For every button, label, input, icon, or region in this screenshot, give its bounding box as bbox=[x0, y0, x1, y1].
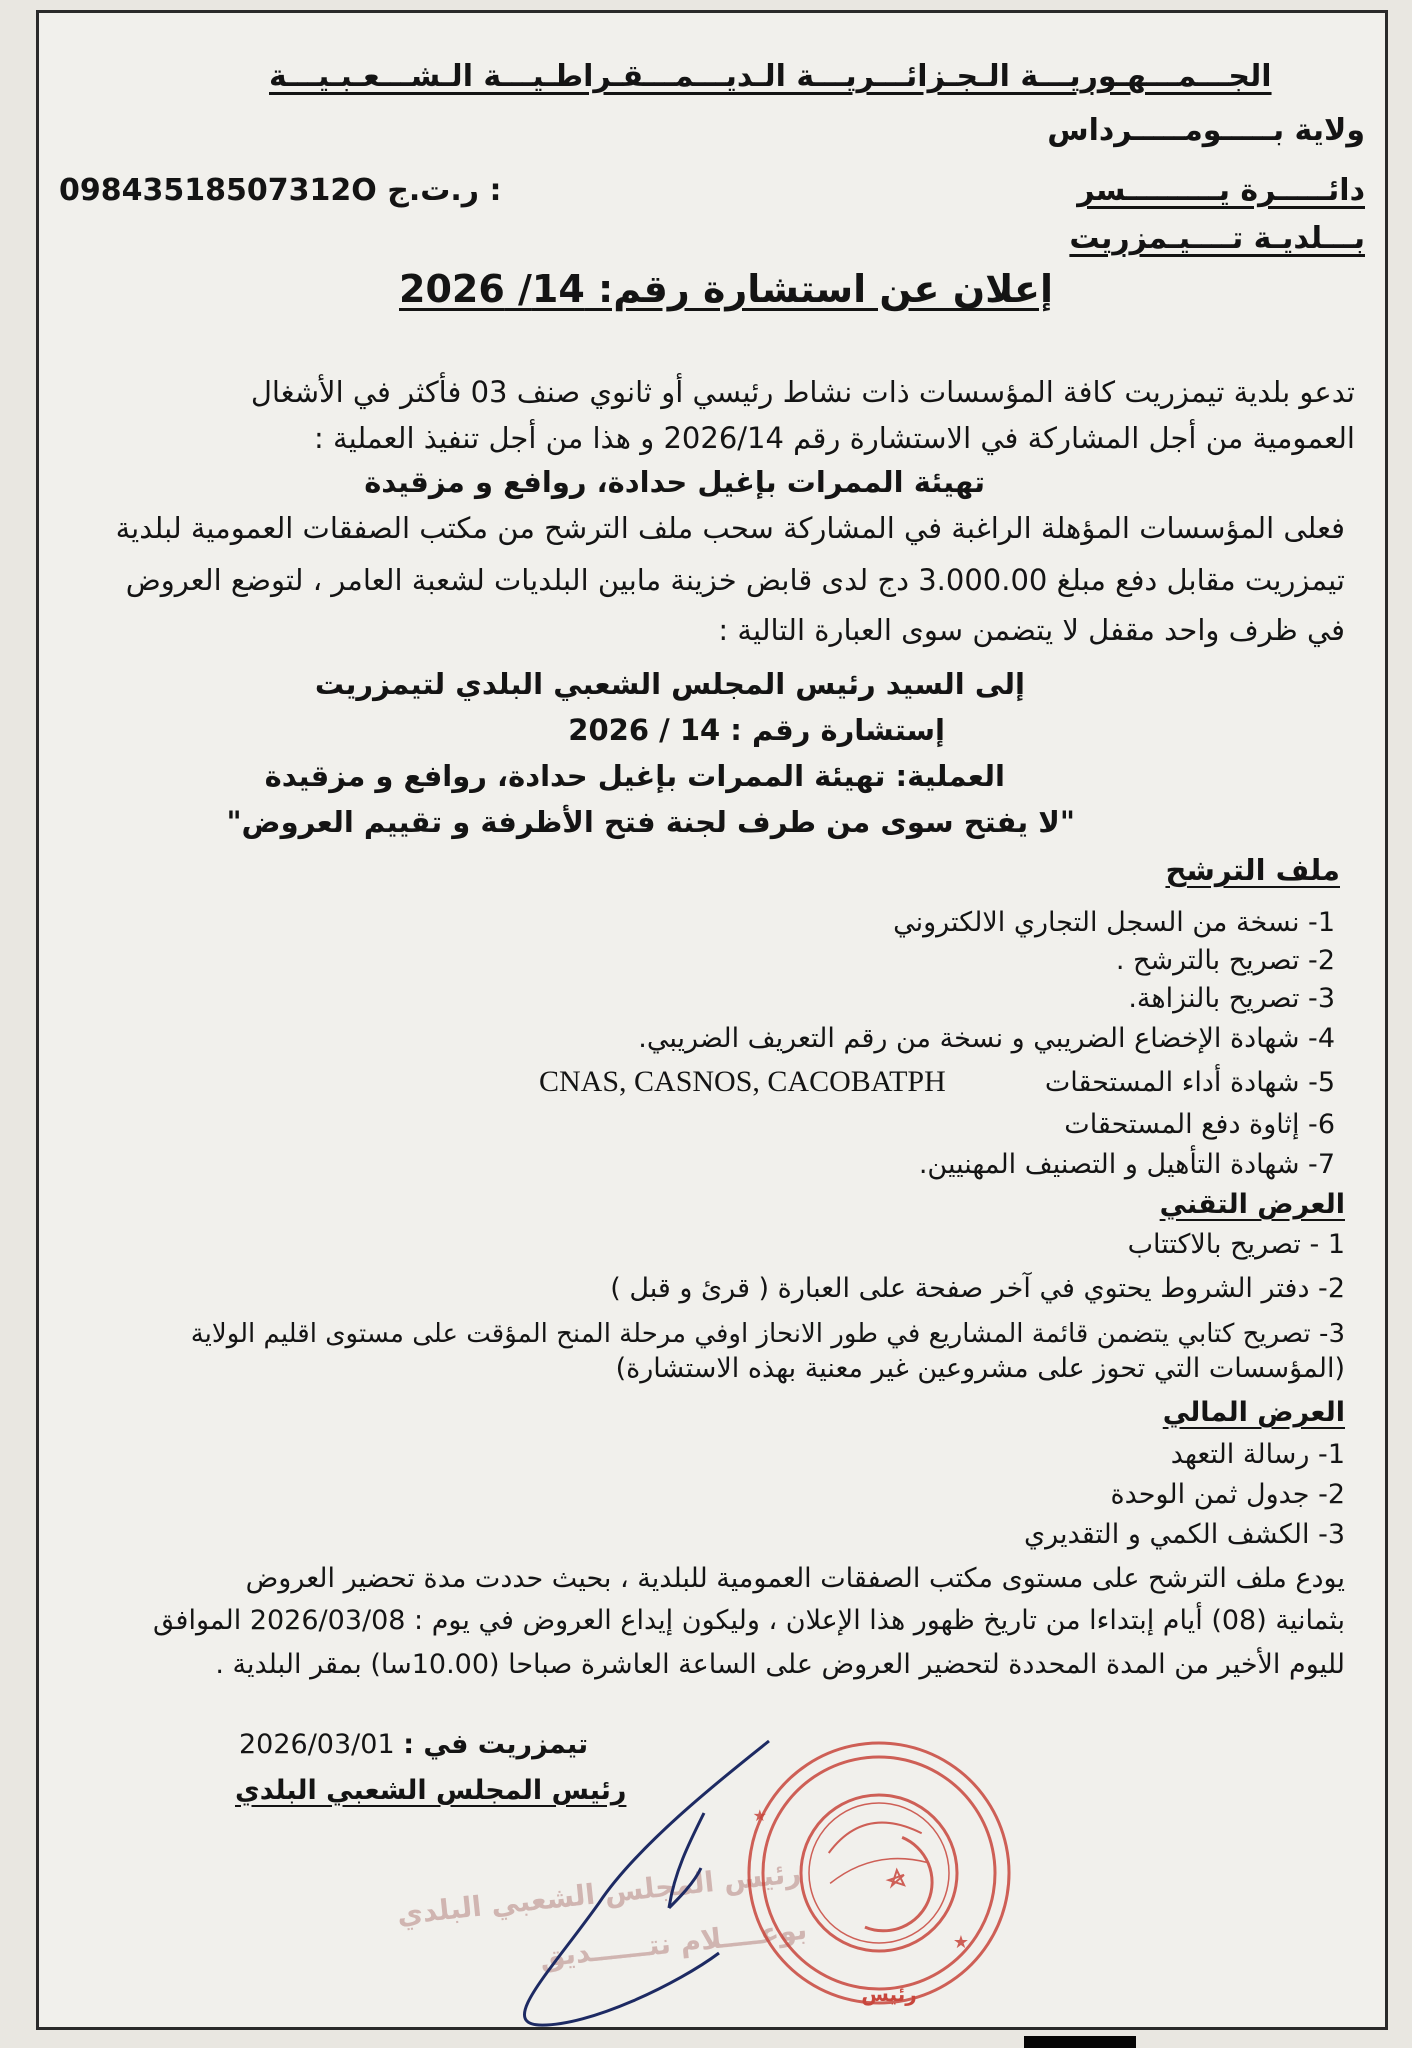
envelope-to: إلى السيد رئيس المجلس الشعبي البلدي لتيمزريت bbox=[314, 667, 1025, 701]
social-funds-list: CNAS, CASNOS, CACOBATPH bbox=[539, 1065, 946, 1098]
candidacy-item: 5- شهادة أداء المستحقات bbox=[1044, 1067, 1335, 1098]
announcement-title: إعلان عن استشارة رقم: 14/ 2026 bbox=[399, 267, 1054, 311]
baladia-line: بـــلديـة تــــيـمزريت bbox=[1069, 221, 1365, 256]
deposit-line-2: بثمانية (08) أيام إبتداءا من تاريخ ظهور هذا الإعلان ، وليكون إيداع العروض في يوم : 2026/03/08 الموافق bbox=[153, 1605, 1345, 1636]
intro-line-1: تدعو بلدية تيمزريت كافة المؤسسات ذات نشاط رئيسي أو ثانوي صنف 03 فأكثر في الأشغال bbox=[250, 375, 1355, 409]
envelope-consultation: إستشارة رقم : 14 / 2026 bbox=[568, 713, 945, 747]
daira-line: دائـــــرة يـــــــــسر bbox=[1077, 173, 1365, 208]
intro-operation: تهيئة الممرات بإغيل حدادة، روافع و مزقيدة bbox=[364, 465, 985, 499]
place-date-label: تيمزريت في : bbox=[403, 1729, 589, 1760]
seal-lower-word: رئيس bbox=[861, 1982, 917, 2006]
deposit-line-1: يودع ملف الترشح على مستوى مكتب الصفقات العمومية للبلدية ، بحيث حددت مدة تحضير العروض bbox=[245, 1563, 1345, 1594]
financial-offer-heading: العرض المالي bbox=[1162, 1397, 1345, 1428]
financial-item: 1- رسالة التعهد bbox=[1170, 1439, 1345, 1470]
signature-date: 2026/03/01 bbox=[239, 1729, 395, 1760]
rtj-label: ر.ت.ج : bbox=[387, 173, 502, 208]
republic-header: الجـــمـــهـوريـــة الـجـزائـــريـــة الـديـــمـــقـراطـيـــة الـشـــعـبـيـــة bbox=[269, 59, 1272, 94]
candidacy-item: 2- تصريح بالترشح . bbox=[1115, 945, 1335, 976]
rtj-block bbox=[59, 173, 502, 208]
candidacy-heading: ملف الترشح bbox=[1165, 853, 1340, 887]
deposit-line-3: لليوم الأخير من المدة المحددة لتحضير العروض على الساعة العاشرة صباحا (10.00سا) بمقر البلدية . bbox=[215, 1649, 1345, 1680]
body-line-1: فعلى المؤسسات المؤهلة الراغبة في المشاركة سحب ملف الترشح من مكتب الصفقات العمومية لبلدية bbox=[115, 511, 1345, 545]
document-page bbox=[36, 10, 1388, 2030]
candidacy-item: 4- شهادة الإخضاع الضريبي و نسخة من رقم التعريف الضريبي. bbox=[638, 1023, 1335, 1054]
candidacy-item: 3- تصريح بالنزاهة. bbox=[1128, 983, 1335, 1014]
envelope-operation: العملية: تهيئة الممرات بإغيل حدادة، روافع و مزقيدة bbox=[264, 759, 1005, 793]
redaction-bar bbox=[1024, 2036, 1136, 2048]
intro-line-2: العمومية من أجل المشاركة في الاستشارة رقم 2026/14 و هذا من أجل تنفيذ العملية : bbox=[314, 421, 1355, 455]
financial-item: 3- الكشف الكمي و التقديري bbox=[1024, 1519, 1345, 1550]
handwritten-signature bbox=[479, 1733, 799, 2033]
faded-stamp-lines: رئيس المجلس الشعبي البلدي بوعــــلام نتــــــديق bbox=[395, 1856, 809, 1974]
envelope-notice: "لا يفتح سوى من طرف لجنة فتح الأظرفة و تقييم العروض" bbox=[226, 805, 1075, 839]
body-line-2: تيمزريت مقابل دفع مبلغ 3.000.00 دج لدى قابض خزينة مابين البلديات لشعبة العامر ، لتوضع العروض bbox=[125, 563, 1345, 597]
wilaya-line: ولاية بـــــومـــــرداس bbox=[1047, 113, 1365, 148]
financial-item: 2- جدول ثمن الوحدة bbox=[1110, 1479, 1345, 1510]
candidacy-item: 7- شهادة التأهيل و التصنيف المهنيين. bbox=[918, 1149, 1335, 1180]
rtj-number: 09843518507312O bbox=[59, 173, 377, 208]
technical-item-note: (المؤسسات التي تحوز على مشروعين غير معنية بهذه الاستشارة) bbox=[615, 1353, 1345, 1384]
technical-item: 3- تصريح كتابي يتضمن قائمة المشاريع في طور الانحاز اوفي مرحلة المنح المؤقت على مستوى اقليم الولاية bbox=[190, 1319, 1345, 1349]
technical-offer-heading: العرض التقني bbox=[1159, 1189, 1345, 1220]
svg-text:★: ★ bbox=[752, 1806, 767, 1825]
candidacy-item: 6- إثاوة دفع المستحقات bbox=[1064, 1109, 1335, 1140]
technical-item: 2- دفتر الشروط يحتوي في آخر صفحة على العبارة ( قرئ و قبل ) bbox=[610, 1273, 1345, 1304]
svg-text:★: ★ bbox=[952, 1932, 969, 1953]
signatory-title: رئيس المجلس الشعبي البلدي bbox=[235, 1775, 627, 1806]
candidacy-item: 1- نسخة من السجل التجاري الالكتروني bbox=[893, 907, 1335, 938]
technical-item: 1 - تصريح بالاكتتاب bbox=[1127, 1229, 1345, 1260]
body-line-3: في ظرف واحد مقفل لا يتضمن سوى العبارة التالية : bbox=[718, 613, 1345, 647]
